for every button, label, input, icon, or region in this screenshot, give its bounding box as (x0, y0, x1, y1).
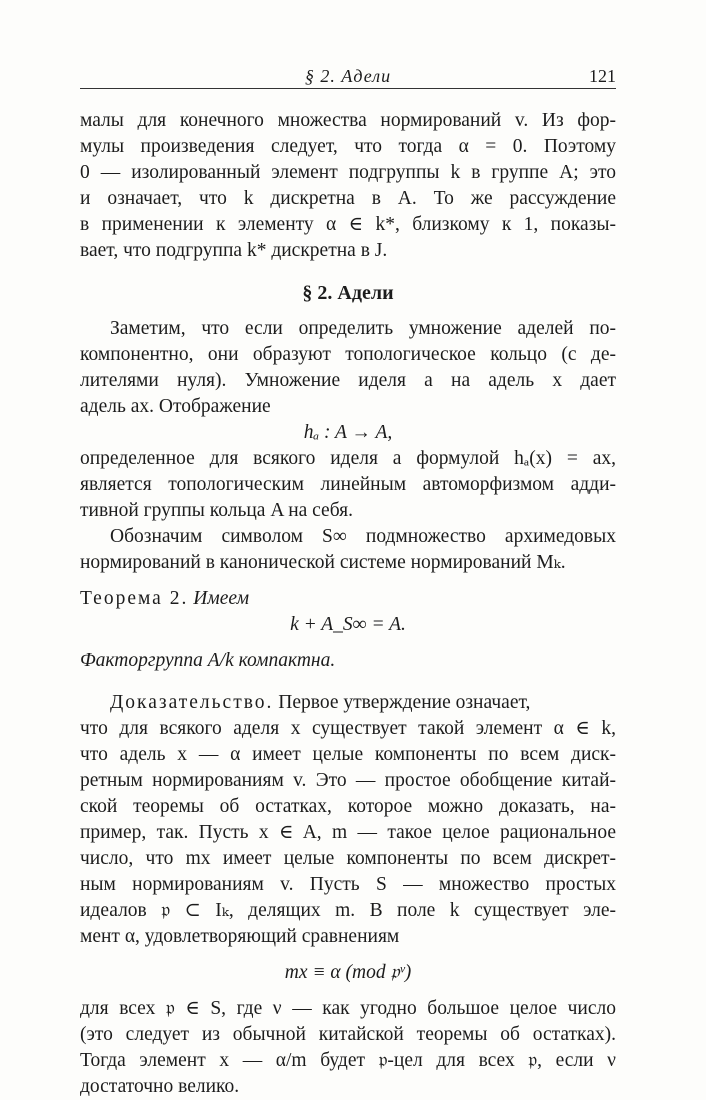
theorem-label: Теорема 2. (80, 588, 189, 609)
text-line: является топологическим линейным автоморфизмом адди- (80, 474, 616, 495)
proof-first-line (80, 690, 616, 716)
text-line: число, что mx имеет целые компоненты по всем дискрет- (80, 848, 616, 869)
proof-label: Доказательство. (110, 692, 274, 713)
text-line: адель ax. Отображение (80, 396, 271, 417)
theorem-statement: Факторгруппа A/k компактна. (80, 650, 336, 671)
paragraph-continuation (80, 108, 616, 264)
formula-theorem: k + A_S∞ = A. (290, 614, 406, 635)
text-line: и означает, что k дискретна в A. То же рассуждение (80, 188, 616, 209)
text-line: достаточно велико. (80, 1076, 240, 1097)
proof-first-line-rest: Первое утверждение означает, (278, 692, 531, 713)
text-line: идеалов 𝔭 ⊂ Iₖ, делящих m. В поле k существует эле- (80, 900, 616, 921)
section-heading: § 2. Адели (302, 282, 394, 304)
text-line: Заметим, что если определить умножение аделей по- (110, 318, 616, 339)
text-line: пример, так. Пусть x ∈ A, m — такое целое рациональное (80, 822, 616, 843)
text-line: Тогда элемент x — α/m будет 𝔭-цел для всех 𝔭, если ν (80, 1050, 616, 1071)
text-line: для всех 𝔭 ∈ S, где ν — как угодно большое целое число (80, 998, 616, 1019)
page-number: 121 (589, 66, 616, 86)
theorem-line (80, 586, 616, 612)
paragraph-automorphism (80, 446, 616, 524)
paragraph-conclusion (80, 996, 616, 1100)
text-line: ным нормированиям v. Пусть S — множество простых (80, 874, 616, 895)
running-head: § 2. Адели (304, 66, 392, 86)
text-line: 0 — изолированный элемент подгруппы k в группе A; это (80, 162, 616, 183)
formula-map: hₐ : A → A, (303, 422, 393, 443)
text-line: лителями нуля). Умножение иделя a на адель x дает (80, 370, 616, 391)
text-line: мулы произведения следует, что тогда α = 0. Поэтому (80, 136, 616, 157)
text-line: нормирований в канонической системе нормирований Mₖ. (80, 552, 566, 573)
paragraph-multiplication (80, 316, 616, 420)
text-line: мент α, удовлетворяющий сравнениям (80, 926, 400, 947)
page-body (80, 108, 616, 1100)
text-line: в применении к элементу α ∈ k*, близкому к 1, показы- (80, 214, 616, 235)
formula-congruence: mx ≡ α (mod 𝔭ᵛ) (284, 962, 412, 983)
text-line: компонентно, они образуют топологическое кольцо (с де- (80, 344, 616, 365)
text-line: что для всякого аделя x существует такой элемент α ∈ k, (80, 718, 616, 739)
text-line: малы для конечного множества нормирований v. Из фор- (80, 110, 616, 131)
text-line: вает, что подгруппа k* дискретна в J. (80, 240, 388, 261)
text-line: тивной группы кольца A на себя. (80, 500, 353, 521)
proof (80, 690, 616, 950)
page-header (80, 66, 616, 89)
text-line: (это следует из обычной китайской теоремы об остатках). (80, 1024, 616, 1045)
text-line: определенное для всякого иделя a формулой hₐ(x) = ax, (80, 448, 616, 469)
text-line: ской теоремы об остатках, которое можно доказать, на- (80, 796, 616, 817)
theorem-lead: Имеем (193, 588, 250, 609)
text-line: ретным нормированиям v. Это — простое обобщение китай- (80, 770, 616, 791)
text-line: что адель x — α имеет целые компоненты по всем диск- (80, 744, 616, 765)
text-line: Обозначим символом S∞ подмножество архимедовых (110, 526, 616, 547)
paragraph-archimedean (80, 524, 616, 576)
